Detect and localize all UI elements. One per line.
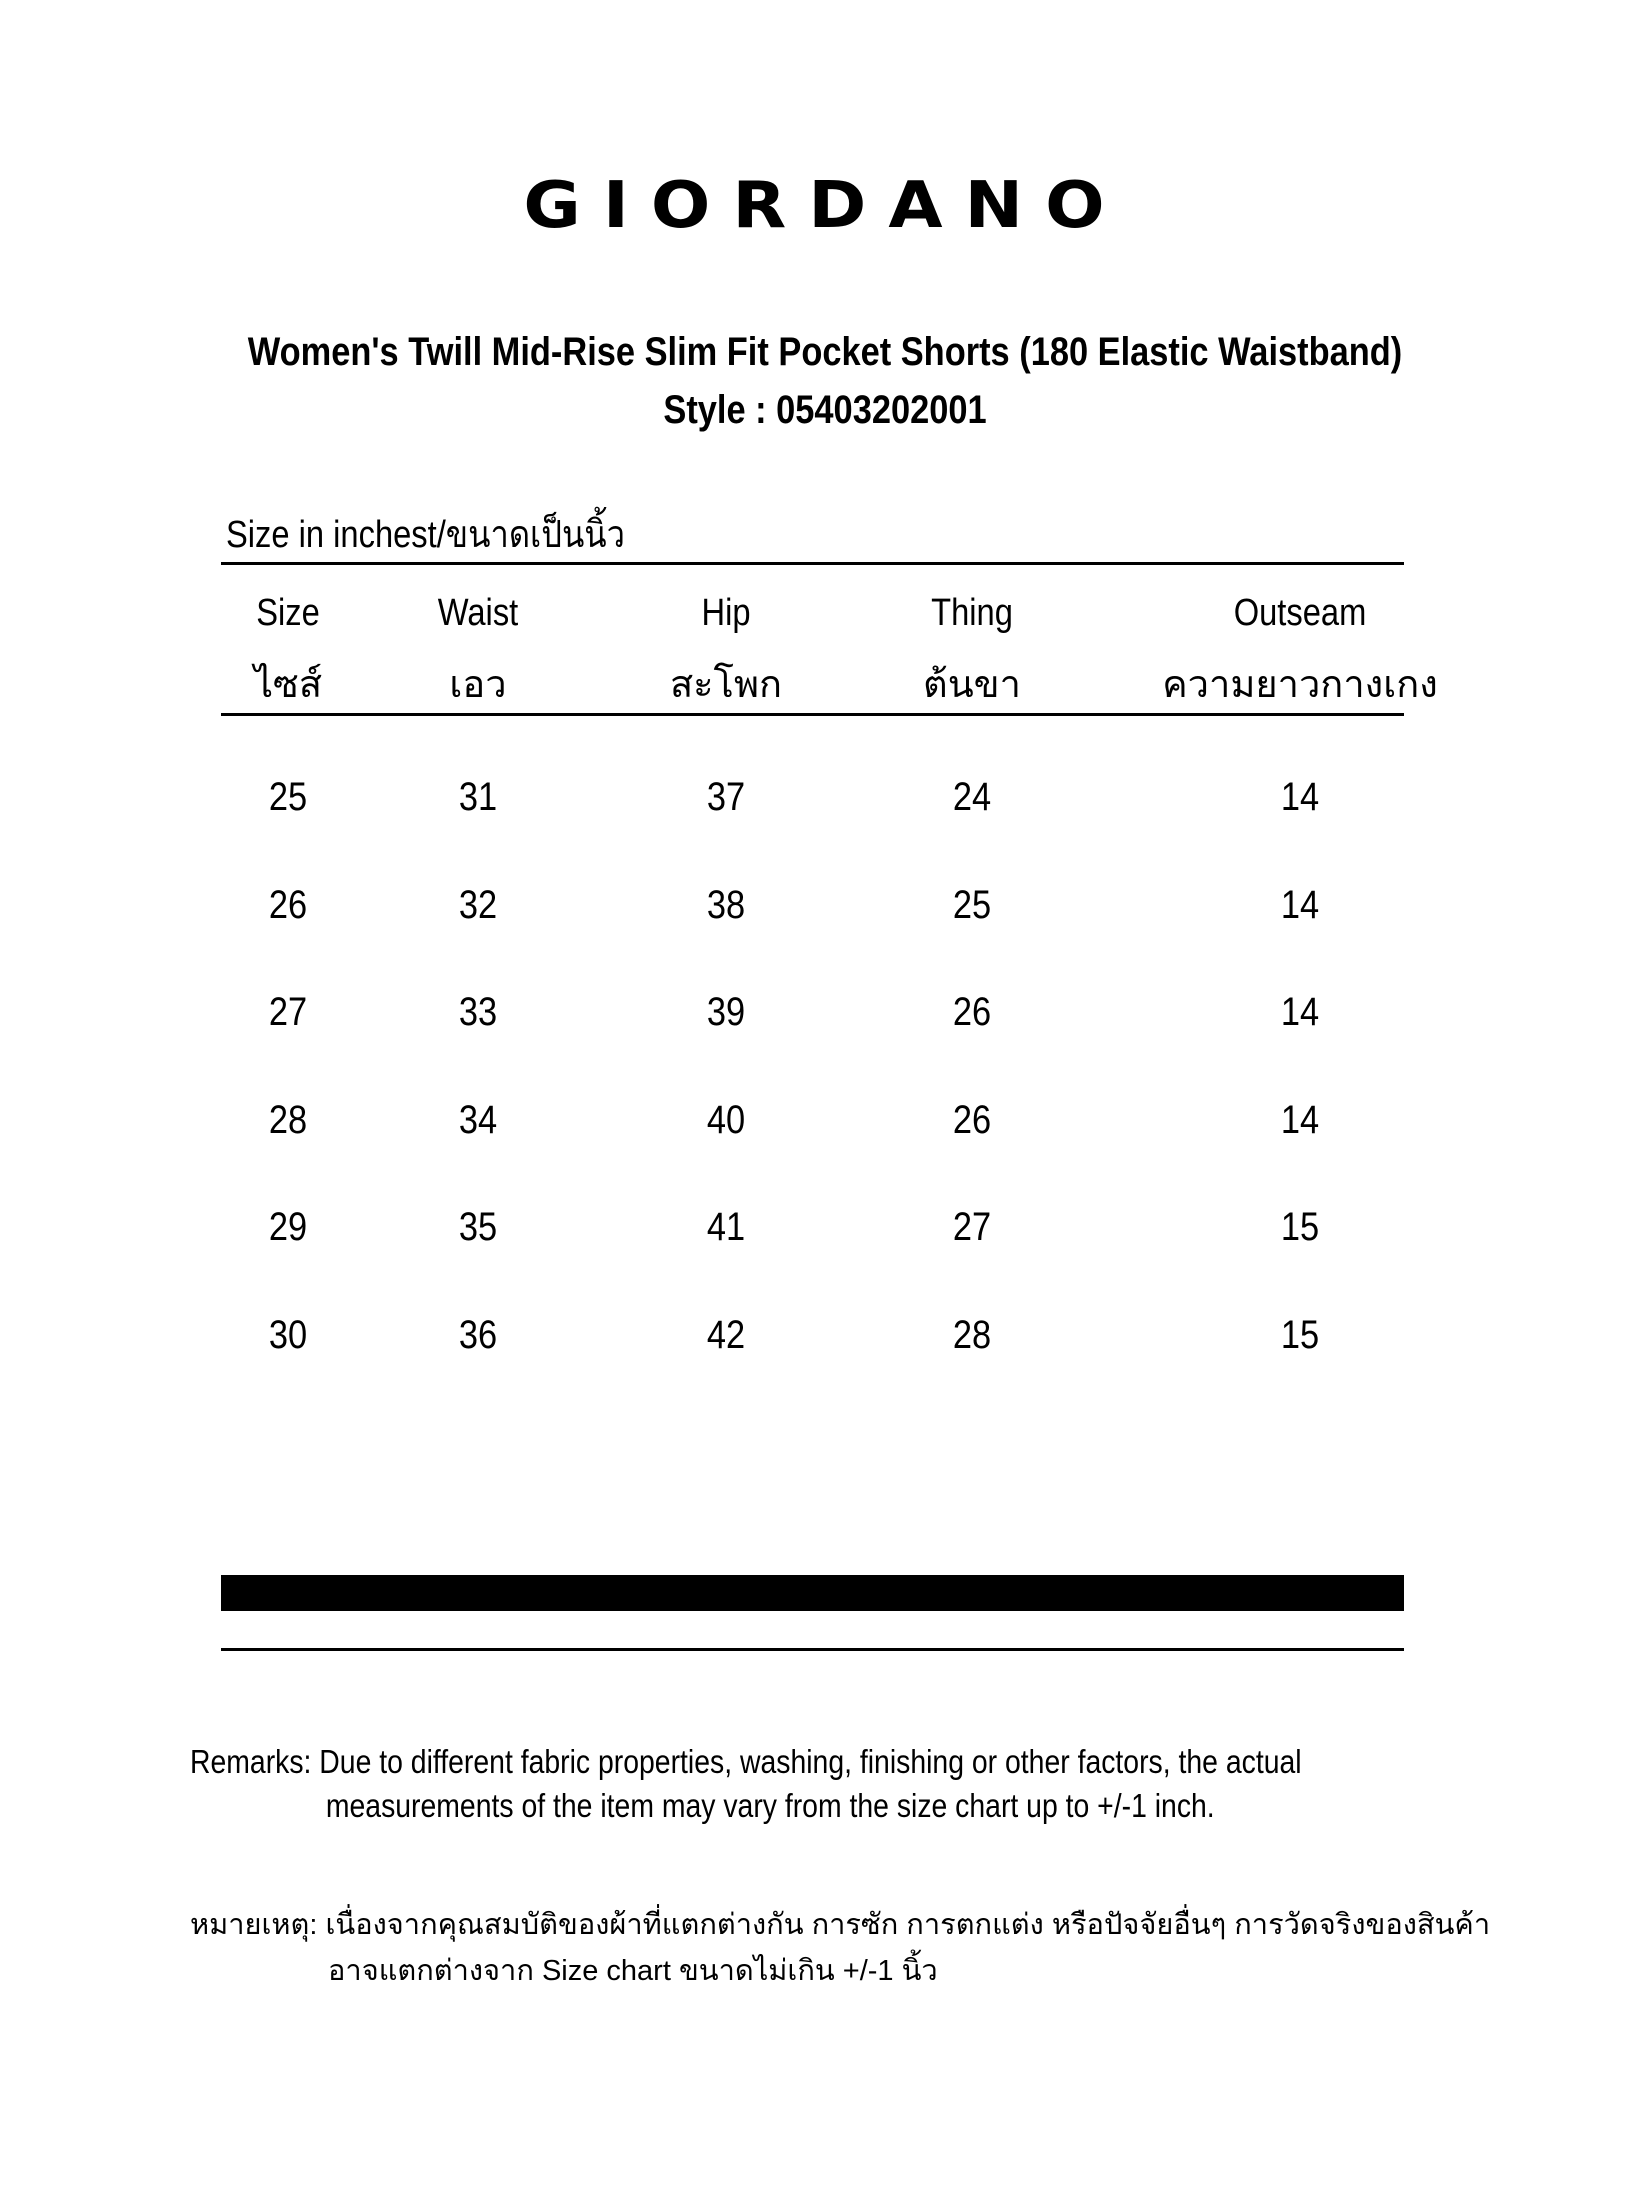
table-cell: 26 [268,883,308,927]
table-cell: 28 [952,1313,992,1357]
table-bottom-rule [221,1648,1404,1651]
table-cell: 33 [458,990,498,1034]
table-top-rule [221,562,1404,565]
table-cell: 28 [268,1098,308,1142]
table-cell: 25 [952,883,992,927]
table-cell: 14 [1280,775,1320,819]
table-cell: 14 [1280,883,1320,927]
table-cell: 34 [458,1098,498,1142]
column-header-waist-th: เอว [449,664,507,706]
remarks-thai-line2: อาจแตกต่างจาก Size chart ขนาดไม่เกิน +/-1 นิ้ว [328,1955,938,1987]
remarks-thai [190,1902,1490,1994]
table-cell: 38 [706,883,746,927]
remarks-english-line2: measurements of the item may vary from the size chart up to +/-1 inch. [325,1787,1215,1824]
table-cell: 24 [952,775,992,819]
table-cell: 35 [458,1205,498,1249]
size-chart-caption: Size in inchest/ขนาดเป็นนิ้ว [226,514,625,556]
table-cell: 39 [706,990,746,1034]
table-footer-bar [221,1575,1404,1611]
product-title: Women's Twill Mid-Rise Slim Fit Pocket Shorts (180 Elastic Waistband) [247,330,1403,374]
table-cell: 40 [706,1098,746,1142]
column-header-thigh-th: ต้นขา [923,664,1021,706]
table-cell: 26 [952,990,992,1034]
column-header-outseam: Outseam [1233,592,1367,634]
column-header-size-th: ไซส์ [253,664,323,706]
table-cell: 31 [458,775,498,819]
remarks-thai-line1: หมายเหตุ: เนื่องจากคุณสมบัติของผ้าที่แตกต่างกัน การซัก การตกแต่ง หรือปัจจัยอื่นๆ การวัดจริงของสินค้า [190,1909,1491,1941]
column-header-hip: Hip [701,592,751,634]
table-cell: 14 [1280,990,1320,1034]
remarks-english [190,1740,1308,1828]
table-cell: 29 [268,1205,308,1249]
column-header-size: Size [256,592,320,634]
table-cell: 15 [1280,1313,1320,1357]
product-style-number: Style : 05403202001 [663,388,987,432]
table-header-rule [221,713,1404,716]
table-cell: 36 [458,1313,498,1357]
table-cell: 27 [952,1205,992,1249]
table-cell: 42 [706,1313,746,1357]
table-cell: 41 [706,1205,746,1249]
table-cell: 26 [952,1098,992,1142]
table-cell: 27 [268,990,308,1034]
table-cell: 15 [1280,1205,1320,1249]
column-header-hip-th: สะโพก [669,664,783,706]
table-cell: 37 [706,775,746,819]
brand-logo: GIORDANO [523,167,1127,243]
table-cell: 32 [458,883,498,927]
column-header-thigh: Thing [931,592,1013,634]
table-cell: 14 [1280,1098,1320,1142]
table-cell: 25 [268,775,308,819]
column-header-waist: Waist [437,592,519,634]
remarks-english-line1: Remarks: Due to different fabric properties, washing, finishing or other factors, the actual [190,1743,1302,1780]
column-header-outseam-th: ความยาวกางเกง [1162,664,1438,706]
table-cell: 30 [268,1313,308,1357]
